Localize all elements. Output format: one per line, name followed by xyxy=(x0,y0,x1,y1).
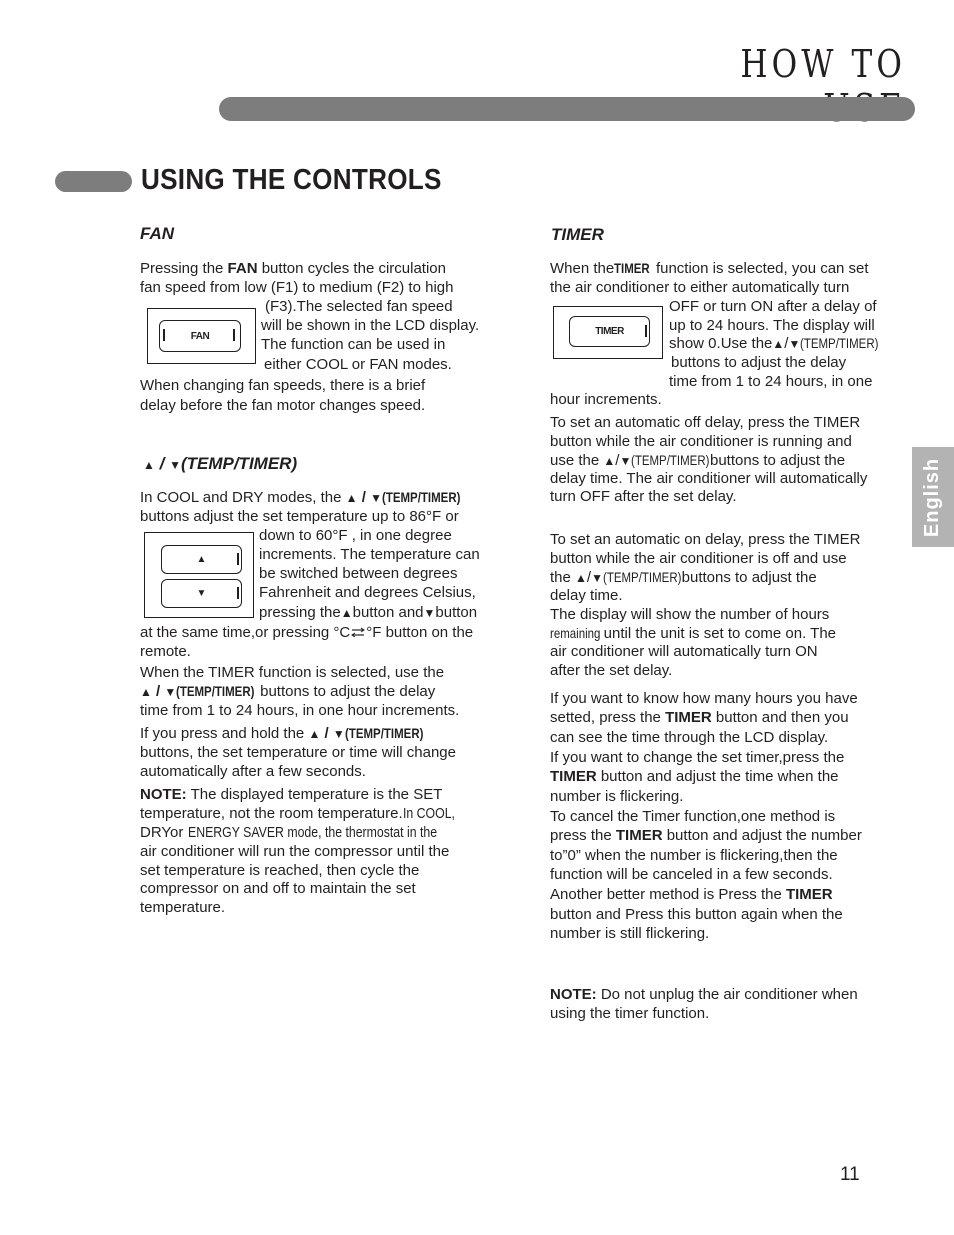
temp-line-15: automatically after a few seconds. xyxy=(140,763,366,780)
temp-timer-heading: ▲ / ▼(TEMP/TIMER) xyxy=(143,454,298,473)
timer-d-8: after the set delay. xyxy=(550,662,673,679)
timer-b-2: the air conditioner to either automatically turn xyxy=(550,279,850,296)
timer-heading: TIMER xyxy=(551,225,604,244)
up-arrow-icon: ▲ xyxy=(140,685,152,699)
toggle-arrows-icon xyxy=(350,623,366,642)
temp-line-1: In COOL and DRY modes, the ▲ / ▼(TEMP/TIMER) xyxy=(140,489,461,506)
fan-button-tick-left xyxy=(163,329,165,341)
down-arrow-icon: ▼ xyxy=(370,491,382,505)
temp-line-12: time from 1 to 24 hours, in one hour increments. xyxy=(140,702,460,719)
fan-button-tick-right xyxy=(233,329,235,341)
temp-line-8: at the same time,or pressing °C °F button on the xyxy=(140,624,474,641)
down-arrow-icon: ▼ xyxy=(164,685,177,699)
timer-e-10: function will be canceled in a few seconds. xyxy=(550,866,833,883)
timer-b-3: OFF or turn ON after a delay of xyxy=(669,298,877,315)
timer-c-3: use the ▲/▼(TEMP/TIMER)buttons to adjust the xyxy=(550,452,846,469)
fan-line-6: either COOL or FAN modes. xyxy=(264,356,452,373)
fan-button xyxy=(159,320,241,352)
timer-c-4: delay time. The air conditioner will automatically xyxy=(550,470,868,487)
temp-line-3: down to 60°F , in one degree xyxy=(259,527,452,544)
down-arrow-icon: ▼ xyxy=(332,727,345,741)
timer-e-11: Another better method is Press the TIMER xyxy=(550,886,833,903)
temp-up-tick xyxy=(237,553,239,565)
fan-line-4: will be shown in the LCD display. xyxy=(261,317,480,334)
section-title: USING THE CONTROLS xyxy=(141,164,442,196)
temp-buttons-illustration xyxy=(144,532,254,618)
timer-d-6: remaining until the unit is set to come on. The xyxy=(550,625,837,642)
temp-line-10: When the TIMER function is selected, use the xyxy=(140,664,445,681)
temp-down-button xyxy=(161,579,242,608)
header-bar xyxy=(219,97,915,121)
down-arrow-icon: ▼ xyxy=(591,571,603,585)
timer-d-2: button while the air conditioner is off and use xyxy=(550,550,847,567)
timer-e-12: button and Press this button again when the xyxy=(550,906,843,923)
up-arrow-icon: ▲ xyxy=(575,571,587,585)
timer-b-7: time from 1 to 24 hours, in one xyxy=(669,373,873,390)
timer-e-2: setted, press the TIMER button and then you xyxy=(550,709,849,726)
timer-e-4: If you want to change the set timer,press the xyxy=(550,749,845,766)
temp-note-2: temperature, not the room temperature.In COOL, xyxy=(140,805,455,822)
down-arrow-icon: ▼ xyxy=(619,454,632,468)
temp-line-11: ▲ / ▼(TEMP/TIMER) buttons to adjust the delay xyxy=(140,683,436,700)
timer-b-1: When theTIMER function is selected, you can set xyxy=(550,260,869,277)
temp-line-9: remote. xyxy=(140,643,191,660)
language-tab-label: English xyxy=(921,457,944,537)
fan-heading: FAN xyxy=(140,224,174,243)
temp-note-1: NOTE: The displayed temperature is the SET xyxy=(140,786,443,803)
up-arrow-icon: ▲ xyxy=(340,606,353,620)
page-header-title: HOW TO xyxy=(740,42,906,86)
timer-c-5: turn OFF after the set delay. xyxy=(550,488,737,505)
up-arrow-icon: ▲ xyxy=(143,458,155,472)
temp-line-14: buttons, the set temperature or time will change xyxy=(140,744,456,761)
temp-note-3: DRYor ENERGY SAVER mode, the thermostat in the xyxy=(140,824,437,841)
down-arrow-icon: ▼ xyxy=(169,458,181,472)
timer-note-1: NOTE: Do not unplug the air conditioner when xyxy=(550,986,858,1003)
timer-e-13: number is still flickering. xyxy=(550,925,710,942)
timer-button xyxy=(569,316,650,347)
temp-down-tick xyxy=(237,587,239,599)
timer-e-7: To cancel the Timer function,one method is xyxy=(550,808,836,825)
fan-line-1: Pressing the FAN button cycles the circulation xyxy=(140,260,446,277)
fan-line-5: The function can be used in xyxy=(261,336,446,353)
temp-line-5: be switched between degrees xyxy=(259,565,458,582)
timer-b-6: buttons to adjust the delay xyxy=(671,354,847,371)
up-arrow-icon: ▲ xyxy=(603,454,616,468)
fan-button-illustration xyxy=(147,308,256,364)
timer-e-6: number is flickering. xyxy=(550,788,684,805)
timer-b-5: show 0.Use the▲/▼(TEMP/TIMER) xyxy=(669,335,879,352)
timer-b-8: hour increments. xyxy=(550,391,662,408)
timer-d-7: air conditioner will automatically turn ON xyxy=(550,643,818,660)
timer-e-9: to”0” when the number is flickering,then the xyxy=(550,847,838,864)
temp-line-2: buttons adjust the set temperature up to 86°F or xyxy=(140,508,459,525)
fan-line-2: fan speed from low (F1) to medium (F2) to high xyxy=(140,279,454,296)
page-number: 11 xyxy=(840,1164,860,1185)
temp-line-4: increments. The temperature can xyxy=(259,546,480,563)
temp-note-7: temperature. xyxy=(140,899,226,916)
temp-note-4: air conditioner will run the compressor until the xyxy=(140,843,450,860)
up-arrow-icon: ▲ xyxy=(345,491,358,505)
section-marker xyxy=(55,171,132,192)
language-tab xyxy=(912,447,954,547)
temp-note-5: set temperature is reached, then cycle the xyxy=(140,862,420,879)
timer-button-illustration xyxy=(553,306,663,359)
down-arrow-icon: ▼ xyxy=(788,337,801,351)
timer-d-3: the ▲/▼(TEMP/TIMER)buttons to adjust the xyxy=(550,569,817,586)
timer-e-1: If you want to know how many hours you have xyxy=(550,690,858,707)
timer-e-5: TIMER button and adjust the time when the xyxy=(550,768,839,785)
up-arrow-icon: ▲ xyxy=(196,554,207,565)
up-arrow-icon: ▲ xyxy=(772,337,785,351)
timer-d-5: The display will show the number of hours xyxy=(550,606,830,623)
timer-e-8: press the TIMER button and adjust the number xyxy=(550,827,862,844)
timer-button-tick xyxy=(645,325,647,337)
fan-line-7: When changing fan speeds, there is a brief xyxy=(140,377,426,394)
fan-button-label: FAN xyxy=(190,330,210,342)
fan-line-8: delay before the fan motor changes speed. xyxy=(140,397,426,414)
fan-line-3: (F3).The selected fan speed xyxy=(265,298,453,315)
down-arrow-icon: ▼ xyxy=(196,588,207,599)
temp-line-6: Fahrenheit and degrees Celsius, xyxy=(259,584,476,601)
temp-up-button xyxy=(161,545,242,574)
timer-note-2: using the timer function. xyxy=(550,1005,710,1022)
timer-b-4: up to 24 hours. The display will xyxy=(669,317,875,334)
timer-d-1: To set an automatic on delay, press the TIMER xyxy=(550,531,861,548)
down-arrow-icon: ▼ xyxy=(423,606,436,620)
temp-line-7: pressing the▲button and▼button xyxy=(259,604,478,621)
timer-d-4: delay time. xyxy=(550,587,623,604)
timer-e-3: can see the time through the LCD display. xyxy=(550,729,829,746)
temp-line-13: If you press and hold the ▲ / ▼(TEMP/TIMER) xyxy=(140,725,424,742)
temp-note-6: compressor on and off to maintain the set xyxy=(140,880,416,897)
timer-c-1: To set an automatic off delay, press the TIMER xyxy=(550,414,861,431)
timer-button-label: TIMER xyxy=(595,326,624,337)
up-arrow-icon: ▲ xyxy=(308,727,321,741)
timer-c-2: button while the air conditioner is running and xyxy=(550,433,852,450)
